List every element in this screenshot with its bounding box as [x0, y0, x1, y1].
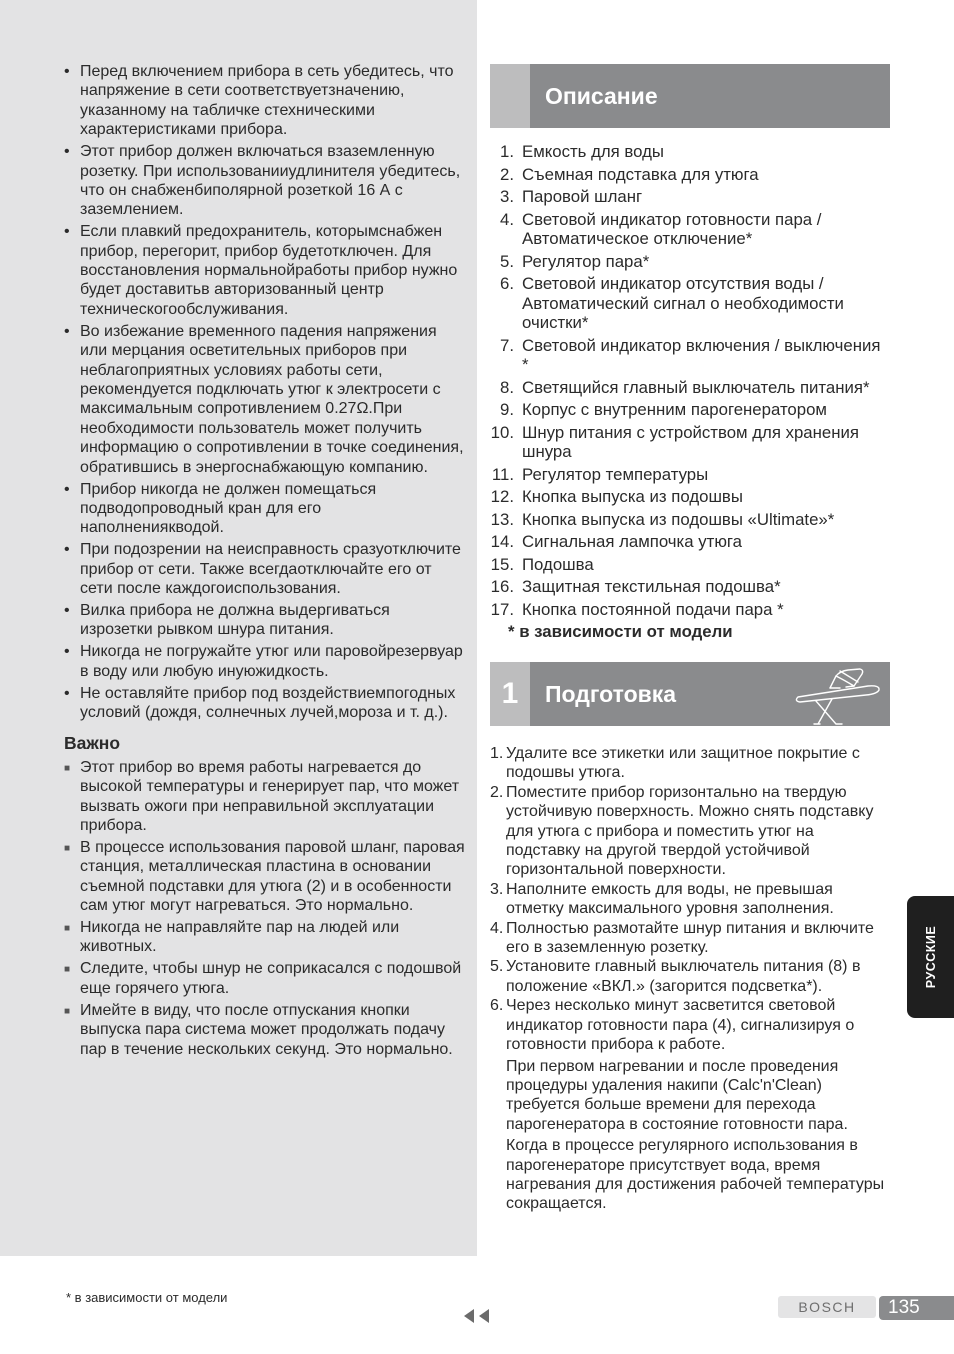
- step-text: Через несколько минут засветится световой индикатор готовности пара (4), сигнализируя о готовности прибора к работе.: [506, 997, 855, 1054]
- description-banner: [490, 64, 890, 128]
- part-number: 17.: [490, 599, 514, 619]
- safety-bullet-item: [62, 684, 466, 723]
- safety-bullet-item: [62, 222, 466, 319]
- part-number: 14.: [490, 532, 514, 551]
- description-title: Описание: [545, 82, 658, 109]
- preparation-step: [490, 996, 890, 1213]
- bullet-text: Во избежание временного падения напряжения или мерцания осветительных приборов при неблагоприятных условиях работы сети, рекомендуется подключать утюг к электросети с максимальным сопротивлением 0.27Ω.При необходимости пользователь может получить информацию о сопротивлении в точке соединения, обратившись в энергоснабжающую компанию.: [80, 322, 464, 476]
- part-text: Регулятор температуры: [522, 464, 709, 484]
- important-text: Имейте в виду, что после отпускания кнопки выпуска пара система может продолжать подачу пар в течение нескольких секунд. Это нормально.: [80, 1001, 453, 1058]
- part-text: Кнопка выпуска из подошвы: [522, 487, 743, 506]
- bullet-marker: •: [64, 480, 70, 498]
- page-number: 135: [879, 1296, 954, 1320]
- safety-bullet-item: [62, 142, 466, 220]
- footnote: * в зависимости от модели: [66, 1290, 228, 1305]
- bullet-text: Если плавкий предохранитель, которымснабжен прибор, перегорит, прибор будетотключен. Для восстановления нормальнойработы прибор нужно будет доставитьв авторизованный центр техническогообслуживания.: [80, 223, 458, 318]
- square-bullet-marker: ■: [64, 923, 71, 935]
- parts-list: [490, 142, 890, 619]
- part-item: [490, 465, 890, 485]
- preparation-title: Подготовка: [545, 680, 677, 707]
- important-heading: Важно: [64, 733, 121, 754]
- step-text: Удалите все этикетки или защитное покрытие с подошвы утюга.: [506, 745, 860, 782]
- preparation-step: [490, 880, 890, 919]
- safety-bullet-item: [62, 322, 466, 477]
- safety-bullet-item: [62, 540, 466, 598]
- important-text: В процессе использования паровой шланг, паровая станция, металлическая пластина в основании съемной подставки для утюга (2) и в особенности сам утюг могут нагреваться. Это нормально.: [80, 838, 465, 915]
- step-number: 3.: [490, 880, 504, 898]
- bullet-text: При подозрении на неисправность сразуотключите прибор от сети. Также всегдаотключайте его от сети после каждогоиспользования.: [80, 541, 461, 598]
- part-number: 8.: [500, 377, 514, 397]
- part-text: Шнур питания с устройством для хранения шнура: [522, 422, 859, 461]
- bullet-marker: •: [64, 143, 70, 161]
- square-bullet-marker: ■: [64, 762, 71, 774]
- step-text: Установите главный выключатель питания (8) в положение «ВКЛ.» (загорится подсветка*).: [506, 958, 861, 995]
- part-text: Паровой шланг: [522, 187, 643, 206]
- part-text: Кнопка выпуска из подошвы «Ultimate»*: [522, 509, 835, 529]
- part-item: [490, 400, 890, 420]
- part-text: Защитная текстильная подошва*: [522, 577, 781, 596]
- part-text: Сигнальная лампочка утюга: [522, 532, 743, 551]
- preparation-step: [490, 957, 890, 996]
- part-text: Световой индикатор готовности пара / Автоматическое отключение*: [522, 209, 822, 248]
- part-number: 1.: [500, 142, 514, 161]
- section-number: 1: [490, 662, 530, 726]
- important-item: [62, 1001, 466, 1059]
- part-text: Светящийся главный выключатель питания*: [522, 377, 870, 397]
- bullet-text: Этот прибор должен включаться взаземленную розетку. При использованииудлинителя убедитесь, что он снабженбиполярной розеткой 16 А с заземлением.: [80, 143, 461, 219]
- important-item: [62, 838, 466, 916]
- step-number: 4.: [490, 919, 504, 937]
- part-item: [490, 600, 890, 620]
- bullet-text: Перед включением прибора в сеть убедитесь, что напряжение в сети соответствуетзначению, указанному на табличке стехническими характеристиками прибора.: [80, 63, 454, 139]
- important-item: [62, 918, 466, 957]
- right-column: [490, 64, 890, 1214]
- important-list: [62, 758, 466, 1059]
- part-text: Съемная подставка для утюга: [522, 164, 759, 184]
- safety-bullet-item: [62, 62, 466, 140]
- bullet-marker: •: [64, 643, 70, 661]
- part-number: 10.: [490, 422, 514, 442]
- part-item: [490, 252, 890, 272]
- preparation-steps: [490, 744, 890, 1214]
- important-item: [62, 959, 466, 998]
- part-item: [490, 487, 890, 507]
- part-number: 9.: [500, 400, 514, 419]
- parts-note: * в зависимости от модели: [508, 622, 733, 641]
- part-item: [490, 165, 890, 185]
- part-item: [490, 577, 890, 597]
- preparation-banner: [490, 662, 890, 726]
- part-number: 3.: [500, 187, 514, 206]
- part-item: [490, 210, 890, 249]
- part-number: 4.: [500, 209, 514, 229]
- part-number: 11.: [491, 464, 514, 484]
- square-bullet-marker: ■: [64, 1005, 71, 1017]
- part-text: Регулятор пара*: [522, 251, 650, 271]
- part-number: 13.: [490, 509, 514, 529]
- part-number: 15.: [490, 554, 514, 574]
- important-text: Никогда не направляйте пар на людей или животных.: [80, 919, 400, 956]
- square-bullet-marker: ■: [64, 964, 71, 976]
- part-item: [490, 336, 890, 375]
- part-item: [490, 187, 890, 207]
- bullet-marker: •: [64, 541, 70, 559]
- step-number: 5.: [490, 958, 504, 976]
- part-text: Емкость для воды: [522, 142, 664, 161]
- part-item: [490, 423, 890, 462]
- safety-bullet-item: [62, 480, 466, 538]
- step-number: 2.: [490, 783, 504, 801]
- part-item: [490, 142, 890, 162]
- bullet-marker: •: [64, 322, 70, 340]
- part-number: 5.: [500, 251, 514, 271]
- step-text: Когда в процессе регулярного использования в парогенераторе присутствует вода, время нагревания для достижения рабочей температуры сокращается.: [506, 1137, 885, 1213]
- bullet-text: Не оставляйте прибор под воздействиемпогодных условий (дождя, солнечных лучей,мороза и т. д.).: [80, 684, 456, 721]
- bullet-marker: •: [64, 601, 70, 619]
- bullet-text: Никогда не погружайте утюг или паровойрезервуар в воду или любую инуюжидкость.: [80, 643, 463, 680]
- bullet-marker: •: [64, 223, 70, 241]
- language-tab-label: РУССКИЕ: [923, 925, 938, 989]
- safety-column: [62, 62, 466, 1061]
- bullet-text: Прибор никогда не должен помещаться подводопроводный кран для его наполнениякводой.: [80, 480, 377, 537]
- part-number: 2.: [500, 164, 514, 184]
- part-number: 7.: [500, 335, 514, 355]
- part-text: Подошва: [522, 554, 594, 574]
- safety-bullet-item: [62, 642, 466, 681]
- ironing-board-icon: [780, 662, 890, 726]
- part-text: Световой индикатор отсутствия воды / Автоматический сигнал о необходимости очистки*: [522, 274, 844, 332]
- important-item: [62, 758, 466, 836]
- square-bullet-marker: ■: [64, 842, 71, 854]
- safety-list: [62, 62, 466, 722]
- language-tab[interactable]: [907, 896, 954, 1018]
- part-item: [490, 510, 890, 530]
- part-number: 6.: [500, 274, 514, 293]
- bullet-text: Вилка прибора не должна выдергиваться изрозетки рывком шнура питания.: [80, 601, 390, 639]
- preparation-step: [490, 919, 890, 958]
- part-text: Световой индикатор включения / выключения *: [522, 335, 881, 374]
- part-item: [490, 274, 890, 333]
- part-item: [490, 532, 890, 552]
- part-item: [490, 378, 890, 398]
- important-text: Этот прибор во время работы нагревается до высокой температуры и генерирует пар, что может вызвать ожоги при неправильной эксплуатации прибора.: [80, 758, 460, 835]
- back-arrows-icon[interactable]: [463, 1308, 491, 1324]
- description-tab: [490, 64, 530, 128]
- bullet-marker: •: [64, 63, 70, 80]
- part-number: 12.: [490, 487, 514, 506]
- part-text: Корпус с внутренним парогенератором: [522, 400, 827, 419]
- part-text: Кнопка постоянной подачи пара *: [522, 599, 784, 619]
- step-text: Наполните емкость для воды, не превышая отметку максимального уровня заполнения.: [506, 880, 834, 918]
- part-number: 16.: [490, 577, 514, 596]
- important-text: Следите, чтобы шнур не соприкасался с подошвой еще горячего утюга.: [80, 960, 462, 997]
- step-number: 1.: [490, 745, 504, 762]
- step-text: Полностью размотайте шнур питания и включите его в заземленную розетку.: [506, 919, 874, 957]
- preparation-step: [490, 783, 890, 880]
- step-text: При первом нагревании и после проведения процедуры удаления накипи (Calc'n'Clean) требуется больше времени для перехода парогенератора в состояние готовности пара.: [506, 1057, 848, 1133]
- step-text: Поместите прибор горизонтально на твердую устойчивую поверхность. Можно снять подставку для утюга с прибора и поместить утюг на подставку на другой твердой устойчивой горизонтальной поверхности.: [506, 783, 874, 879]
- step-number: 6.: [490, 997, 504, 1015]
- bullet-marker: •: [64, 684, 70, 702]
- part-item: [490, 555, 890, 575]
- preparation-step: [490, 744, 890, 783]
- brand-label: BOSCH: [778, 1296, 876, 1318]
- safety-bullet-item: [62, 601, 466, 640]
